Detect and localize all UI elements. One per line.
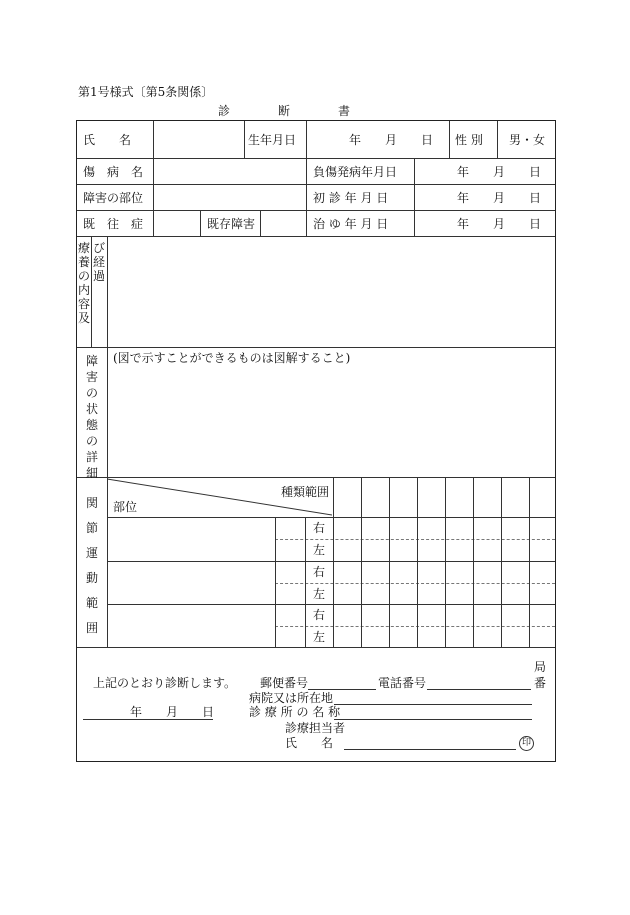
diagnosis-form: [76, 120, 556, 762]
row-divider: [77, 210, 555, 211]
seal-icon: 印: [519, 736, 534, 751]
label-column-divider: [107, 236, 108, 647]
first-visit-value: 年 月 日: [457, 191, 542, 205]
doctor-name-line: [344, 749, 516, 750]
joint-col-divider: [275, 517, 276, 647]
joint-col-divider: [417, 477, 418, 647]
row-divider: [77, 158, 555, 159]
sex-value: 男・女: [509, 133, 546, 147]
treatment-label-col1: 療養の内容及: [77, 241, 90, 325]
row-divider: [77, 347, 555, 348]
hospital-address-label: 病院又は所在地: [249, 691, 334, 705]
joint-col-divider: [501, 477, 502, 647]
right-label: 右: [313, 608, 326, 622]
right-label: 右: [313, 565, 326, 579]
birth-value: 年 月 日: [349, 133, 434, 147]
cure-value: 年 月 日: [457, 217, 542, 231]
joint-col-divider: [305, 517, 306, 647]
col-divider: [153, 121, 154, 158]
treatment-label-col2: び経過: [92, 241, 105, 283]
site-label: 障害の部位: [83, 191, 144, 205]
onset-label: 負傷発病年月日: [313, 165, 398, 179]
part-label: 部位: [113, 500, 138, 514]
col-divider: [414, 158, 415, 236]
name-label: 氏 名: [83, 133, 132, 147]
address-line: [334, 704, 532, 705]
col-divider: [200, 210, 201, 236]
joint-col-divider: [389, 477, 390, 647]
joint-col-divider: [445, 477, 446, 647]
col-divider: [244, 121, 245, 158]
type-range-label: 種類範囲: [281, 485, 330, 499]
onset-value: 年 月 日: [457, 165, 542, 179]
phone-line: [427, 689, 531, 690]
bureau-top: 局: [534, 660, 547, 674]
joint-subrow-divider: [275, 539, 555, 540]
clinic-name-label: 診 療 所 の 名 称: [249, 705, 341, 719]
bureau-bottom: 番: [534, 676, 547, 690]
history-label: 既 往 症: [83, 217, 144, 231]
date-line: [83, 719, 213, 720]
left-label: 左: [313, 587, 326, 601]
joint-row-divider: [107, 517, 555, 518]
right-label: 右: [313, 521, 326, 535]
col-divider: [260, 210, 261, 236]
clinic-name-line: [334, 719, 532, 720]
sex-label: 性 別: [455, 133, 483, 147]
col-divider: [306, 121, 307, 158]
row-divider: [77, 236, 555, 237]
statement: 上記のとおり診断します。: [93, 676, 237, 690]
condition-note: (図で示すことができるものは図解すること): [113, 351, 351, 365]
col-divider: [497, 121, 498, 158]
joint-label: 関節運動範囲: [85, 496, 98, 635]
preexisting-label: 既存障害: [207, 217, 256, 231]
col-divider: [306, 158, 307, 236]
document-title: 診 断 書: [218, 104, 351, 118]
left-label: 左: [313, 630, 326, 644]
birth-label: 生年月日: [248, 133, 297, 147]
joint-subrow-divider: [275, 583, 555, 584]
joint-row-divider: [107, 561, 555, 562]
joint-col-divider: [473, 477, 474, 647]
row-divider: [77, 184, 555, 185]
postal-line: [308, 689, 376, 690]
form-number: 第1号様式〔第5条関係〕: [78, 85, 214, 99]
date-value: 年 月 日: [130, 705, 215, 719]
doctor-name-label: 氏 名: [285, 736, 334, 750]
left-label: 左: [313, 543, 326, 557]
col-divider: [449, 121, 450, 158]
condition-label: 障害の状態の詳細: [85, 354, 98, 480]
joint-subrow-divider: [275, 626, 555, 627]
first-visit-label: 初 診 年 月 日: [313, 191, 389, 205]
joint-col-divider: [529, 477, 530, 647]
joint-col-divider: [361, 477, 362, 647]
joint-col-divider: [333, 477, 334, 647]
row-divider: [77, 647, 555, 648]
injury-label: 傷 病 名: [83, 165, 144, 179]
phone-label: 電話番号: [378, 676, 427, 690]
col-divider: [153, 158, 154, 236]
postal-label: 郵便番号: [260, 676, 309, 690]
cure-label: 治 ゆ 年 月 日: [313, 217, 389, 231]
joint-row-divider: [107, 604, 555, 605]
doctor-label: 診療担当者: [285, 721, 346, 735]
